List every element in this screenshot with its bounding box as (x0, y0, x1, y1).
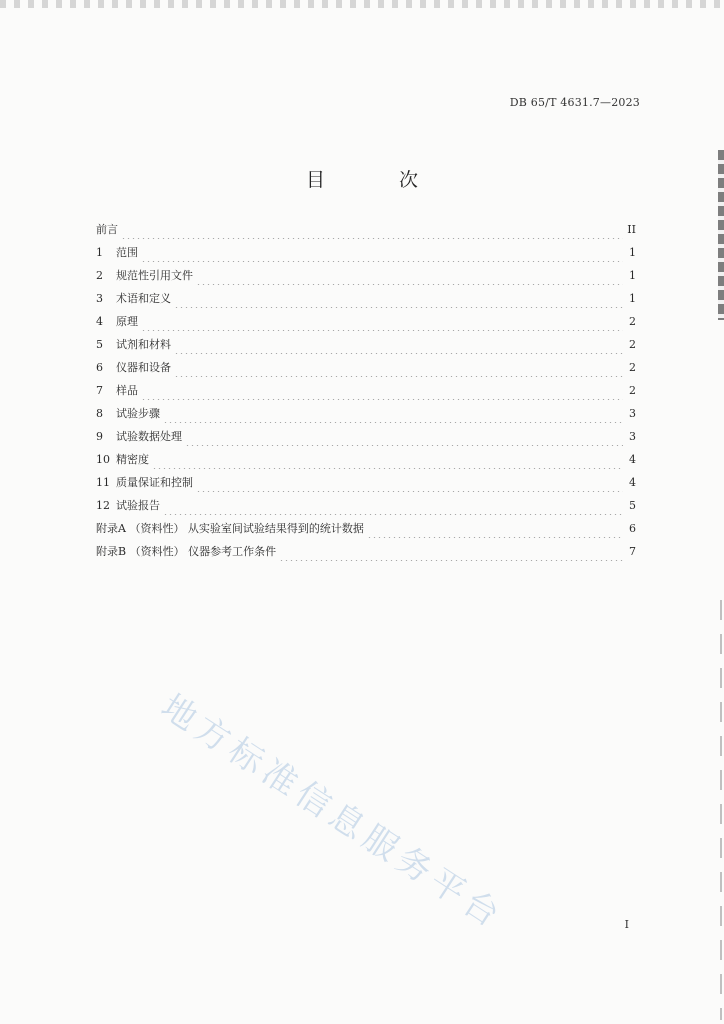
toc-leader-dots (174, 353, 623, 354)
toc-entry-page: 1 (629, 292, 636, 305)
page-number: I (624, 918, 629, 931)
watermark: 地方标准信息服务平台 (153, 686, 512, 939)
toc-leader-dots (141, 261, 623, 262)
toc-entry[interactable] (96, 336, 636, 359)
toc-entry-text: 规范性引用文件 (116, 269, 193, 282)
toc-entry-label (96, 451, 149, 467)
toc-entry-number: 2 (96, 269, 103, 282)
toc-entry-page: 2 (629, 315, 636, 328)
toc-entry-page: 2 (629, 384, 636, 397)
toc-leader-dots (185, 445, 623, 446)
toc-entry-text: 前言 (96, 223, 118, 236)
toc-entry-page: 1 (629, 269, 636, 282)
toc-entry-label (96, 474, 193, 490)
toc-entry[interactable] (96, 382, 636, 405)
toc-entry-page: 5 (629, 499, 636, 512)
toc-entry-label (96, 382, 138, 398)
toc-entry-page: 1 (629, 246, 636, 259)
toc-title: 目 次 (305, 169, 453, 191)
toc-entry[interactable] (96, 520, 636, 543)
toc-entry-text: 试验数据处理 (116, 430, 182, 443)
toc-entry-label (96, 405, 160, 421)
toc-entry-label (96, 290, 171, 306)
toc-entry-text: 范围 (116, 246, 138, 259)
toc-entry[interactable] (96, 543, 636, 566)
toc-entry-text: 试剂和材料 (116, 338, 171, 351)
toc-entry-page: 4 (629, 476, 636, 489)
toc-leader-dots (279, 560, 623, 561)
toc-entry-page: II (627, 223, 636, 236)
toc-entry-number: 1 (96, 246, 103, 259)
toc-entry-text: 试验报告 (116, 499, 160, 512)
toc-leader-dots (121, 238, 623, 239)
toc-entry-label (96, 336, 171, 352)
toc-entry-text: 试验步骤 (116, 407, 160, 420)
toc-entry-page: 7 (629, 545, 636, 558)
toc-entry-label (96, 520, 364, 536)
toc-entry-number: 3 (96, 292, 103, 305)
toc-entry-text: 仪器和设备 (116, 361, 171, 374)
scan-artifact-top (0, 0, 724, 8)
toc-entry[interactable] (96, 290, 636, 313)
toc-entry-label (96, 267, 193, 283)
toc-entry-page: 6 (629, 522, 636, 535)
toc-entry[interactable] (96, 428, 636, 451)
toc-entry-label (96, 359, 171, 375)
table-of-contents (96, 221, 636, 566)
toc-entry-text: 样品 (116, 384, 138, 397)
toc-entry-page: 2 (629, 361, 636, 374)
toc-entry-label (96, 244, 138, 260)
toc-leader-dots (174, 376, 623, 377)
toc-entry-text: 原理 (116, 315, 138, 328)
scan-artifact-right-lower (720, 600, 722, 1020)
toc-entry-number: 10 (96, 453, 110, 466)
toc-entry[interactable] (96, 359, 636, 382)
toc-entry-text: 术语和定义 (116, 292, 171, 305)
toc-entry-text: 附录B （资料性） 仪器参考工作条件 (96, 545, 277, 558)
toc-entry[interactable] (96, 244, 636, 267)
toc-entry-label (96, 543, 276, 559)
toc-entry-number: 6 (96, 361, 103, 374)
toc-entry-page: 2 (629, 338, 636, 351)
toc-entry-number: 4 (96, 315, 103, 328)
toc-entry-label (96, 428, 182, 444)
toc-entry-number: 9 (96, 430, 103, 443)
toc-entry-text: 精密度 (116, 453, 149, 466)
toc-entry[interactable] (96, 313, 636, 336)
toc-entry-page: 4 (629, 453, 636, 466)
toc-leader-dots (196, 491, 623, 492)
toc-entry-number: 7 (96, 384, 103, 397)
toc-leader-dots (141, 330, 623, 331)
toc-leader-dots (152, 468, 623, 469)
toc-entry[interactable] (96, 221, 636, 244)
toc-entry-label (96, 497, 160, 513)
toc-leader-dots (367, 537, 623, 538)
toc-entry-page: 3 (629, 430, 636, 443)
toc-entry-label (96, 313, 138, 329)
toc-entry-text: 质量保证和控制 (116, 476, 193, 489)
toc-entry-number: 5 (96, 338, 103, 351)
toc-leader-dots (196, 284, 623, 285)
toc-entry-text: 附录A （资料性） 从实验室间试验结果得到的统计数据 (96, 522, 364, 535)
toc-leader-dots (163, 422, 623, 423)
toc-leader-dots (163, 514, 623, 515)
toc-entry-label (96, 221, 118, 237)
toc-entry[interactable] (96, 474, 636, 497)
document-code: DB 65/T 4631.7—2023 (509, 96, 640, 109)
toc-entry-number: 12 (96, 499, 110, 512)
toc-entry-page: 3 (629, 407, 636, 420)
toc-entry[interactable] (96, 497, 636, 520)
toc-entry[interactable] (96, 267, 636, 290)
toc-leader-dots (141, 399, 623, 400)
toc-entry[interactable] (96, 451, 636, 474)
toc-entry-number: 11 (96, 476, 110, 489)
toc-entry-number: 8 (96, 407, 103, 420)
toc-leader-dots (174, 307, 623, 308)
toc-entry[interactable] (96, 405, 636, 428)
